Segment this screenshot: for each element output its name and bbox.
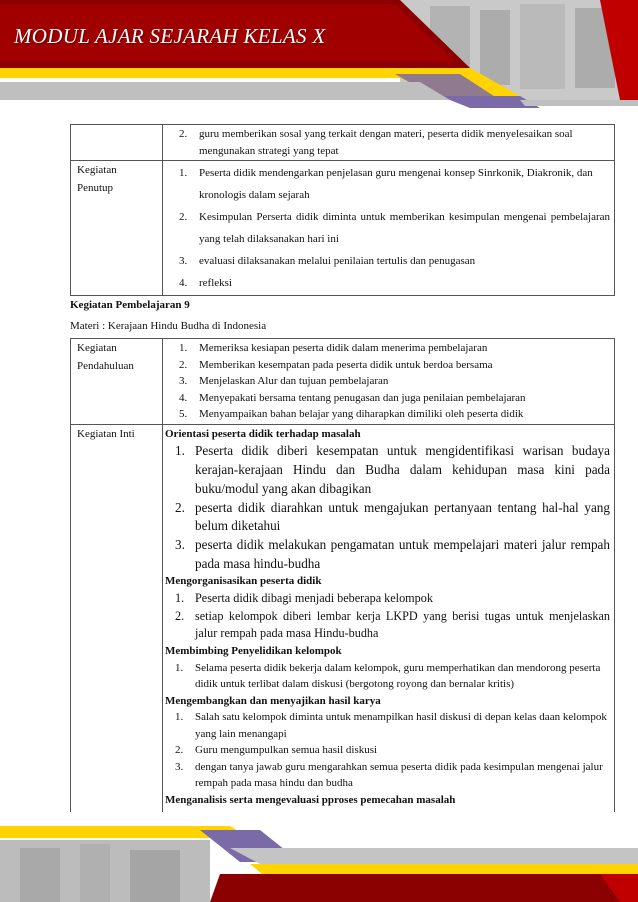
list-item: 2. Memberikan kesempatan pada peserta didik untuk berdoa bersama [179,358,493,371]
header-decoration [0,0,638,112]
table-cell [163,424,615,842]
list-item: 3. dengan tanya jawab guru mengarahkan semua peserta didik pada kesimpulan mengenai jalur rempah pada masa hindu dan budha [175,760,603,790]
activity-table-1 [70,124,615,296]
mengembangkan-title: Mengembangkan dan menyajikan hasil karya [165,694,381,707]
list-item: 1. Salah satu kelompok diminta untuk menampilkan hasil diskusi di depan kelas daan kelompok yang lain menangapi [175,711,607,740]
mengembangkan-list [165,709,610,792]
mengorganisasikan-list [165,590,610,643]
table-row [71,161,615,296]
membimbing-list [165,660,610,693]
table-row [71,125,615,161]
header-banner [0,0,638,112]
list-item: 1. Peserta didik mendengarkan penjelasan guru mengenai konsep Sinrkonik, Diakronik, dan kronologis dalam sejarah [179,167,593,201]
continued-list [169,126,610,159]
list-item: 3. peserta didik melakukan pengamatan untuk mempelajari materi jalur rempah pada masa hindu-budha [175,537,610,571]
activity-label: Kegiatan Penutup [71,161,163,296]
list-item: 2. guru memberikan sosal yang terkait dengan materi, peserta didik menyelesaikan soal mengunakan strategi yang tepat [179,128,573,157]
list-item: 2. Kesimpulan Perserta didik diminta untuk memberikan kesimpulan mengenai pembelajaran yang telah dilaksanakan hari ini [179,211,610,245]
page-content [70,124,615,843]
list-item: 3. evaluasi dilaksanakan melalui penilaian tertulis dan penugasan [179,255,476,267]
table-cell [163,339,615,425]
list-item: 4. Menyepakati bersama tentang penugasan dan juga penilaian pembelajaran [179,391,526,404]
orientasi-list [165,442,610,573]
activity-label: Kegiatan Pendahuluan [71,339,163,425]
table-row [71,339,615,425]
list-item: 2. Guru mengumpulkan semua hasil diskusi [175,744,378,757]
footer-banner [0,812,638,902]
table-row [71,424,615,842]
list-item: 2. peserta didik diarahkan untuk mengajukan pertanyaan tentang hal-hal yang belum diketahui [175,499,610,534]
table-cell [163,161,615,296]
orientasi-title: Orientasi peserta didik terhadap masalah [165,427,361,440]
footer-decoration [0,812,638,902]
section-title: Kegiatan Pembelajaran 9 [70,299,190,311]
membimbing-title: Membimbing Penyelidikan kelompok [165,645,342,658]
list-item: 1. Peserta didik diberi kesempatan untuk mengidentifikasi warisan budaya kerajan-kerajaan Hindu dan Budha dalam kehidupan masa kini pada buku/modul yang akan dibagikan [175,443,610,496]
document-title: MODUL AJAR SEJARAH KELAS X [14,24,326,48]
list-item: 3. Menjelaskan Alur dan tujuan pembelajaran [179,375,389,388]
list-item: 4. refleksi [179,277,232,289]
pendahuluan-list [169,340,610,423]
table-cell-empty [71,125,163,161]
table-cell [163,125,615,161]
menganalisis-title: Menganalisis serta mengevaluasi pproses pemecahan masalah [165,793,456,806]
activity-table-2 [70,338,615,843]
list-item: 1. Memeriksa kesiapan peserta didik dalam menerima pembelajaran [179,342,488,355]
activity-label: Kegiatan Inti [71,424,163,842]
materi-line: Materi : Kerajaan Hindu Budha di Indonesia [70,320,267,333]
mengorganisasikan-title: Mengorganisasikan peserta didik [165,575,322,588]
list-item: 2. setiap kelompok diberi lembar kerja LKPD yang berisi tugas untuk menjelaskan jalur rempah pada masa Hindu-budha [175,608,610,641]
penutup-list [169,162,610,294]
list-item: 1. Selama peserta didik bekerja dalam kelompok, guru memperhatikan dan mendorong peserta didik untuk terlibat dalam diskusi (bergotong royong dan bernalar kritis) [175,661,601,691]
list-item: 5. Menyampaikan bahan belajar yang diharapkan dimiliki oleh peserta didik [179,408,524,421]
list-item: 1. Peserta didik dibagi menjadi beberapa kelompok [175,590,433,605]
